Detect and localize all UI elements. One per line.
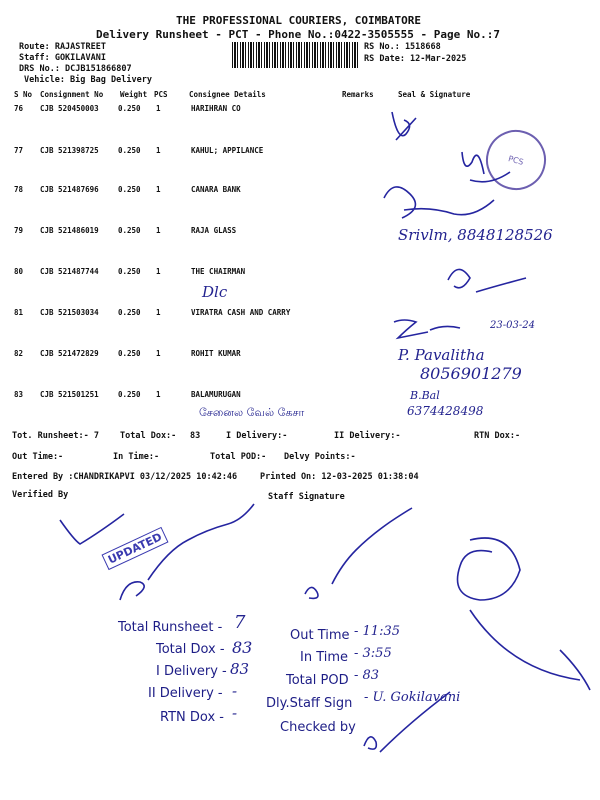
staff: Staff: GOKILAVANI: [19, 53, 106, 63]
row-consignment: CJB 521503034: [40, 308, 99, 317]
signature-77: [462, 152, 510, 182]
row-consignee: VIRATRA CASH AND CARRY: [191, 308, 291, 317]
row-pcs: 1: [156, 390, 161, 399]
row-consignment: CJB 520450003: [40, 104, 99, 113]
row-weight: 0.250: [118, 104, 141, 113]
row-consignment: CJB 521487696: [40, 185, 99, 194]
delvy-points-label: Delvy Points:-: [284, 452, 356, 462]
staff-signature: [305, 508, 412, 598]
row-pcs: 1: [156, 104, 161, 113]
row-sno: 80: [14, 267, 24, 276]
summary-total-runsheet: Total Runsheet -: [118, 620, 223, 635]
row-sno: 81: [14, 308, 24, 317]
handwritten-dlc: Dlc: [202, 283, 228, 301]
row-sno: 78: [14, 185, 24, 194]
summary-total-pod: Total POD: [286, 673, 349, 688]
row-sno: 76: [14, 104, 24, 113]
summary-total-pod-val: - 83: [354, 668, 380, 683]
row-weight: 0.250: [118, 267, 141, 276]
row-weight: 0.250: [118, 390, 141, 399]
courier-stamp: PCS: [479, 123, 552, 196]
row-pcs: 1: [156, 267, 161, 276]
row-consignee: THE CHAIRMAN: [191, 267, 246, 276]
runsheet-subtitle: Delivery Runsheet - PCT - Phone No.:0422-3505555 - Page No.:7: [96, 28, 500, 41]
tot-runsheet: Tot. Runsheet:- 7: [12, 431, 99, 441]
summary-ii-delivery-val: -: [232, 682, 238, 700]
rs-date: RS Date: 12-Mar-2025: [364, 54, 467, 64]
route: Route: RAJASTREET: [19, 42, 106, 52]
summary-ii-delivery: II Delivery -: [148, 686, 223, 701]
summary-i-delivery: I Delivery -: [156, 664, 227, 679]
row-pcs: 1: [156, 226, 161, 235]
summary-in-time: In Time: [300, 650, 349, 665]
row-pcs: 1: [156, 146, 161, 155]
row-consignee: BALAMURUGAN: [191, 390, 241, 399]
handwritten-phone-83: 6374428498: [407, 404, 484, 418]
row-weight: 0.250: [118, 185, 141, 194]
row-consignment: CJB 521501251: [40, 390, 99, 399]
row-sno: 79: [14, 226, 24, 235]
summary-rtn-dox-val: -: [232, 704, 238, 722]
printed-on: Printed On: 12-03-2025 01:38:04: [260, 472, 419, 482]
updated-stamp: UPDATED: [101, 527, 168, 570]
row-sno: 77: [14, 146, 24, 155]
col-consignment: Consignment No: [40, 90, 104, 99]
row-sno: 83: [14, 390, 24, 399]
col-remarks: Remarks: [342, 90, 374, 99]
summary-total-dox-val: 83: [232, 638, 253, 657]
summary-out-time: Out Time: [290, 628, 350, 643]
row-consignment: CJB 521472829: [40, 349, 99, 358]
row-consignee: RAJA GLASS: [191, 226, 237, 235]
drs-number: DRS No.: DCJB151866807: [19, 64, 132, 74]
verify-check: [60, 514, 124, 544]
row-consignee: ROHIT KUMAR: [191, 349, 241, 358]
out-time-label: Out Time:-: [12, 452, 64, 462]
tot-dox-value: 83: [190, 431, 201, 441]
row-consignment: CJB 521486019: [40, 226, 99, 235]
large-scribble: [458, 538, 581, 680]
total-pod-label: Total POD:-: [210, 452, 267, 462]
summary-in-time-val: - 3:55: [354, 646, 392, 661]
handwritten-name-83: B.Bal: [410, 389, 440, 402]
row-consignment: CJB 521487744: [40, 267, 99, 276]
summary-total-dox: Total Dox -: [156, 642, 225, 657]
summary-dly-staff: Dly.Staff Sign: [266, 696, 353, 711]
summary-rtn-dox: RTN Dox -: [160, 710, 224, 725]
handwritten-name-82: P. Pavalitha: [398, 346, 485, 364]
row-consignee: KAHUL; APPILANCE: [191, 146, 264, 155]
handwritten-tamil-83: சேனைல வேல் கேசா: [199, 406, 305, 419]
tot-dox-label: Total Dox:-: [120, 431, 177, 441]
in-time-label: In Time:-: [113, 452, 160, 462]
handwritten-phone-82: 8056901279: [420, 364, 522, 383]
vehicle: Vehicle: Big Bag Delivery: [24, 75, 152, 85]
summary-total-runsheet-val: 7: [234, 612, 246, 633]
row-weight: 0.250: [118, 308, 141, 317]
col-weight: Weight: [120, 90, 148, 99]
signature-78: [384, 187, 494, 218]
handwritten-date-81: 23-03-24: [490, 320, 535, 331]
row-consignee: CANARA BANK: [191, 185, 241, 194]
verified-by: Verified By: [12, 490, 69, 500]
summary-i-delivery-val: 83: [230, 660, 250, 678]
row-consignee: HARIHRAN CO: [191, 104, 241, 113]
summary-out-time-val: - 11:35: [354, 624, 400, 639]
tot-ii-delivery: II Delivery:-: [334, 431, 401, 441]
row-pcs: 1: [156, 185, 161, 194]
tot-rtn: RTN Dox:-: [474, 431, 521, 441]
far-right-stroke: [560, 650, 590, 690]
row-consignment: CJB 521398725: [40, 146, 99, 155]
col-pcs: PCS: [154, 90, 168, 99]
signature-81: [394, 320, 460, 338]
row-pcs: 1: [156, 308, 161, 317]
col-consignee: Consignee Details: [189, 90, 266, 99]
row-weight: 0.250: [118, 226, 141, 235]
handwritten-phone-79: Srivlm, 8848128526: [398, 226, 553, 244]
col-seal: Seal & Signature: [398, 90, 471, 99]
row-weight: 0.250: [118, 349, 141, 358]
company-name: THE PROFESSIONAL COURIERS, COIMBATORE: [176, 14, 422, 27]
summary-checked-by: Checked by: [280, 720, 356, 735]
rs-number: RS No.: 1518668: [364, 42, 441, 52]
staff-signature-label: Staff Signature: [268, 492, 345, 502]
signature-80: [448, 269, 526, 292]
summary-dly-staff-val: - U. Gokilavani: [364, 690, 461, 705]
col-sno: S No: [14, 90, 33, 99]
row-pcs: 1: [156, 349, 161, 358]
entered-by: Entered By :CHANDRIKAPVI 03/12/2025 10:42:46: [12, 472, 238, 482]
tot-i-delivery: I Delivery:-: [226, 431, 288, 441]
signature-76: [392, 112, 416, 140]
row-sno: 82: [14, 349, 24, 358]
row-weight: 0.250: [118, 146, 141, 155]
